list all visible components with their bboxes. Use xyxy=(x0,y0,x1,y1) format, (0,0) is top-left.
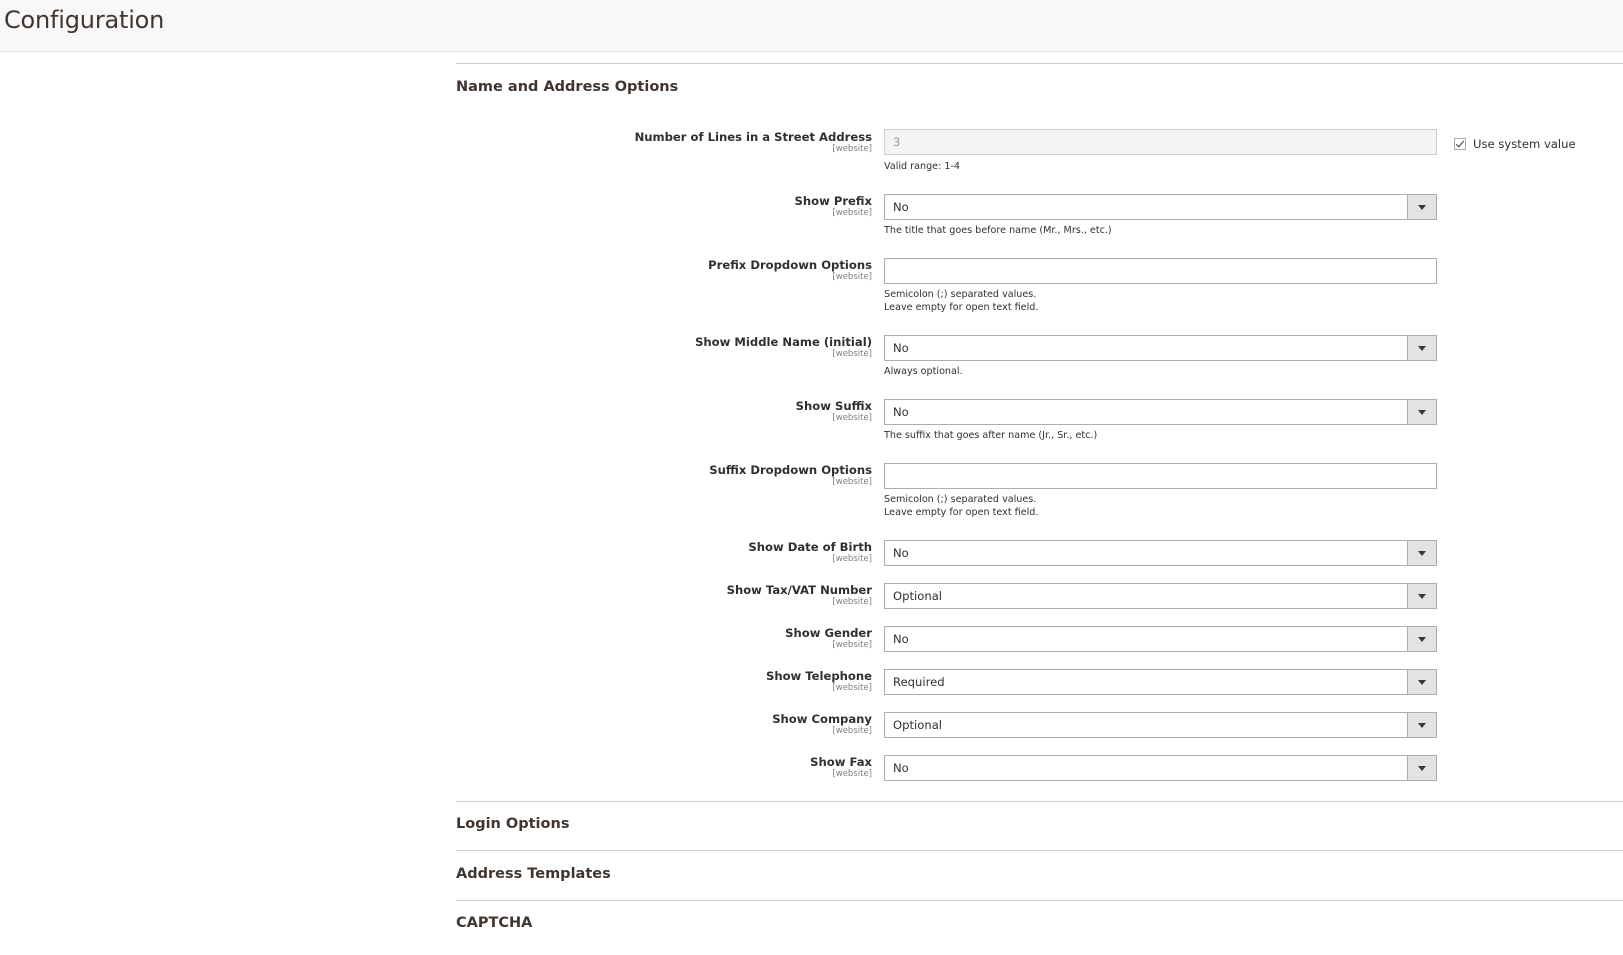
field-label-text: Show Middle Name (initial) xyxy=(695,335,872,349)
field-label-text: Show Gender xyxy=(785,626,872,640)
show-telephone-value: Required xyxy=(893,675,945,689)
scope-label: [website] xyxy=(832,208,872,218)
section-title-captcha[interactable]: CAPTCHA xyxy=(456,915,533,931)
field-label xyxy=(452,540,872,564)
show-dob-select[interactable] xyxy=(884,540,1437,566)
show-prefix-select[interactable] xyxy=(884,194,1437,220)
section-title-name-address[interactable]: Name and Address Options xyxy=(456,79,679,95)
show-gender-select[interactable] xyxy=(884,626,1437,652)
show-taxvat-select[interactable] xyxy=(884,583,1437,609)
show-suffix-value: No xyxy=(893,405,909,419)
section-divider xyxy=(456,63,1623,64)
show-telephone-select[interactable] xyxy=(884,669,1437,695)
field-label-text: Number of Lines in a Street Address xyxy=(634,130,872,144)
field-label xyxy=(452,130,872,154)
field-label-text: Suffix Dropdown Options xyxy=(709,463,872,477)
use-system-value-checkbox[interactable] xyxy=(1454,138,1466,150)
show-suffix-select[interactable] xyxy=(884,399,1437,425)
scope-label: [website] xyxy=(832,769,872,779)
show-suffix-note: The suffix that goes after name (Jr., Sr., etc.) xyxy=(884,430,1098,441)
show-company-value: Optional xyxy=(893,718,943,732)
prefix-options-note-2: Leave empty for open text field. xyxy=(884,302,1039,313)
scope-label: [website] xyxy=(832,144,872,154)
field-label xyxy=(452,258,872,282)
show-fax-value: No xyxy=(893,761,909,775)
field-label xyxy=(452,463,872,487)
chevron-down-icon[interactable] xyxy=(1407,713,1436,737)
field-label xyxy=(452,755,872,779)
scope-label: [website] xyxy=(832,640,872,650)
scope-label: [website] xyxy=(832,349,872,359)
suffix-options-input[interactable] xyxy=(884,463,1437,489)
show-fax-select[interactable] xyxy=(884,755,1437,781)
field-label-text: Show Date of Birth xyxy=(748,540,872,554)
section-divider xyxy=(456,801,1623,802)
field-label xyxy=(452,335,872,359)
show-taxvat-value: Optional xyxy=(893,589,943,603)
field-label xyxy=(452,712,872,736)
scope-label: [website] xyxy=(832,726,872,736)
field-label-text: Show Tax/VAT Number xyxy=(726,583,872,597)
chevron-down-icon[interactable] xyxy=(1407,400,1436,424)
chevron-down-icon[interactable] xyxy=(1407,541,1436,565)
field-label xyxy=(452,669,872,693)
show-company-select[interactable] xyxy=(884,712,1437,738)
show-middle-note: Always optional. xyxy=(884,366,963,377)
field-label-text: Show Fax xyxy=(810,755,872,769)
field-label xyxy=(452,583,872,607)
chevron-down-icon[interactable] xyxy=(1407,584,1436,608)
prefix-options-input[interactable] xyxy=(884,258,1437,284)
section-title-login[interactable]: Login Options xyxy=(456,816,570,832)
show-prefix-note: The title that goes before name (Mr., Mrs., etc.) xyxy=(884,225,1112,236)
scope-label: [website] xyxy=(832,477,872,487)
page-header xyxy=(0,0,1623,52)
scope-label: [website] xyxy=(832,597,872,607)
scope-label: [website] xyxy=(832,554,872,564)
section-divider xyxy=(456,850,1623,851)
field-label-text: Show Company xyxy=(772,712,872,726)
field-label xyxy=(452,194,872,218)
scope-label: [website] xyxy=(832,683,872,693)
show-middle-select[interactable] xyxy=(884,335,1437,361)
prefix-options-note-1: Semicolon (;) separated values. xyxy=(884,289,1037,300)
show-gender-value: No xyxy=(893,632,909,646)
show-prefix-value: No xyxy=(893,200,909,214)
show-dob-value: No xyxy=(893,546,909,560)
field-label-text: Show Telephone xyxy=(765,669,872,683)
chevron-down-icon[interactable] xyxy=(1407,756,1436,780)
show-middle-value: No xyxy=(893,341,909,355)
street-lines-note: Valid range: 1-4 xyxy=(884,161,961,172)
page-title: Configuration xyxy=(4,6,165,34)
field-label xyxy=(452,626,872,650)
street-lines-value: 3 xyxy=(893,135,901,149)
field-label-text: Prefix Dropdown Options xyxy=(708,258,872,272)
scope-label: [website] xyxy=(832,413,872,423)
field-label xyxy=(452,399,872,423)
suffix-options-note-2: Leave empty for open text field. xyxy=(884,507,1039,518)
chevron-down-icon[interactable] xyxy=(1407,627,1436,651)
chevron-down-icon[interactable] xyxy=(1407,195,1436,219)
suffix-options-note-1: Semicolon (;) separated values. xyxy=(884,494,1037,505)
use-system-value-label: Use system value xyxy=(1473,137,1576,151)
section-divider xyxy=(456,900,1623,901)
field-label-text: Show Suffix xyxy=(795,399,872,413)
street-lines-input[interactable] xyxy=(884,129,1437,155)
scope-label: [website] xyxy=(832,272,872,282)
chevron-down-icon[interactable] xyxy=(1407,670,1436,694)
field-label-text: Show Prefix xyxy=(794,194,872,208)
chevron-down-icon[interactable] xyxy=(1407,336,1436,360)
section-title-address-templates[interactable]: Address Templates xyxy=(456,866,611,882)
